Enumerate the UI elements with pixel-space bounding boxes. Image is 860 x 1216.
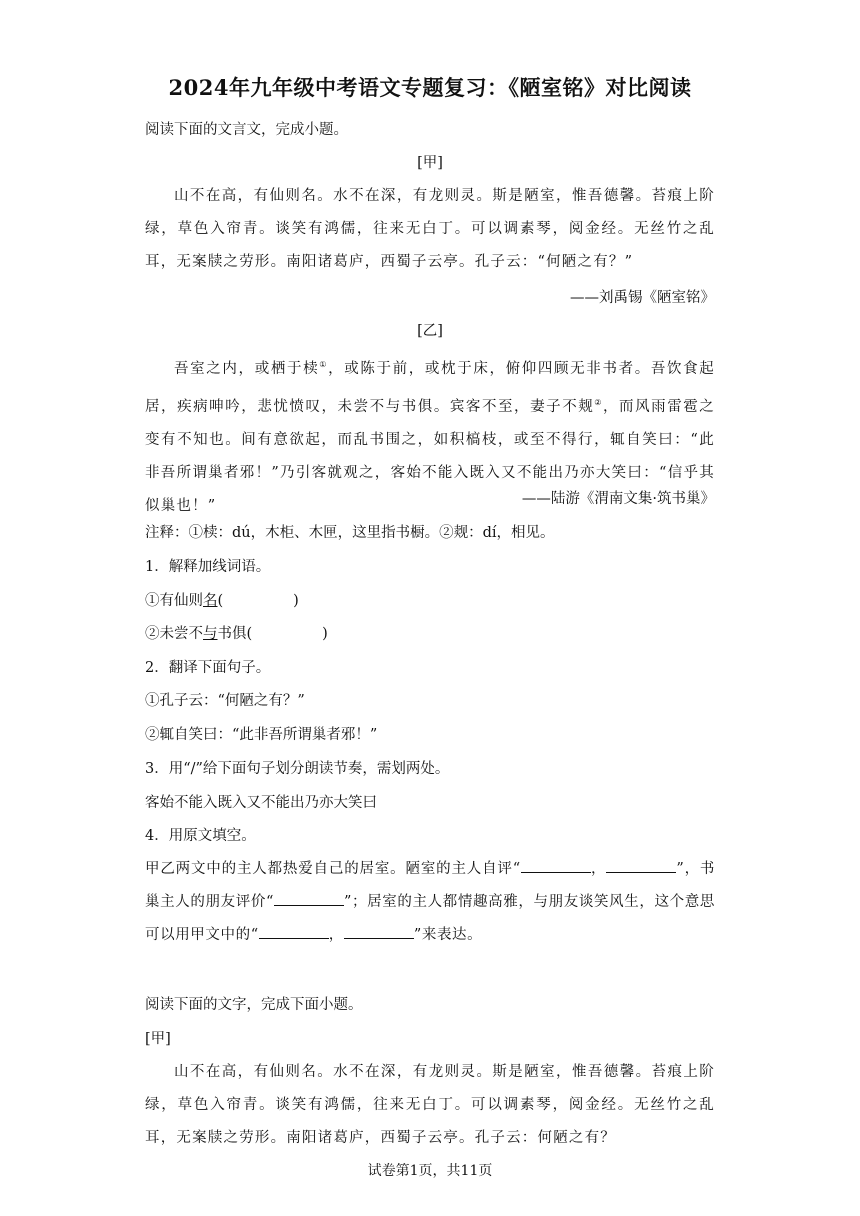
fill-blank-5[interactable]: [344, 924, 414, 939]
section1-intro: 阅读下面的文言文，完成小题。: [145, 122, 348, 138]
question-1a-text: ①有仙则: [145, 593, 203, 609]
question-2a: ①孔子云：“何陋之有？”: [145, 693, 305, 709]
passage-yi-label: [乙]: [417, 323, 443, 339]
section2-jia-text: 山不在高，有仙则名。水不在深，有龙则灵。斯是陋室，惟吾德馨。苔痕上阶绿，草色入帘青。谈笑有鸿儒，往来无白丁。可以调素琴，阅金经。无丝竹之乱耳，无案牍之劳形。南阳诸葛庐，西蜀子云亭。孔子云：何陋之有？: [145, 1064, 715, 1146]
question-4: 4．用原文填空。: [145, 828, 256, 844]
fill-blank-2[interactable]: [606, 858, 676, 873]
passage-yi-source: ——陆游《渭南文集·筑书巢》: [521, 491, 715, 507]
question-1b: [145, 624, 328, 644]
passage-yi-part1: 吾室之内，或栖于椟: [174, 360, 320, 377]
paren-open: (: [217, 593, 224, 609]
question-1: 1．解释加线词语。: [145, 559, 271, 575]
passage-yi-part3: ，而风雨雷雹之变有不知也。间有意欲起，而乱书围之，如积槁枝，或至不得行，辄自笑曰：“此非吾所谓巢者邪！”乃引客就观之，客始不能入既入又不能出乃亦大笑曰：“信乎其似巢也！”: [145, 398, 715, 514]
annotations: 注释：①椟：dú，木柜、木匣，这里指书橱。②觌：dí，相见。: [145, 525, 555, 541]
question-2: 2．翻译下面句子。: [145, 660, 271, 676]
fill-blank-4[interactable]: [259, 924, 329, 939]
comma: ，: [590, 861, 607, 877]
underlined-word-ming: 名: [203, 593, 218, 609]
question-4-part2: ”，书巢主人的朋友评价“: [145, 861, 715, 910]
passage-yi-part2: ，或陈于前，或枕于床，俯仰四顾无非书者。吾饮食起居，疾病呻吟，悲忧愤叹，未尝不与书俱。宾客不至，妻子不觌: [145, 360, 715, 415]
section2-jia-label: [甲]: [145, 1031, 171, 1047]
underlined-word-yu: 与: [203, 626, 218, 642]
page-title: 2024年九年级中考语文专题复习：《陋室铭》对比阅读: [168, 75, 692, 100]
passage-jia-source: ——刘禹锡《陋室铭》: [570, 290, 715, 306]
question-4-part4: ”来表达。: [413, 927, 483, 943]
fill-blank-3[interactable]: [274, 891, 344, 906]
question-1b-text: ②未尝不: [145, 626, 203, 642]
passage-jia-label: [甲]: [417, 155, 443, 171]
paren-close: ): [293, 593, 299, 609]
comma: ，: [328, 927, 344, 943]
question-4-part1: 甲乙两文中的主人都热爱自己的居室。陋室的主人自评“: [145, 861, 521, 877]
passage-jia-text: 山不在高，有仙则名。水不在深，有龙则灵。斯是陋室，惟吾德馨。苔痕上阶绿，草色入帘青。谈笑有鸿儒，往来无白丁。可以调素琴，阅金经。无丝竹之乱耳，无案牍之劳形。南阳诸葛庐，西蜀子云亭。孔子云：“何陋之有？”: [145, 188, 715, 270]
question-4-text: [145, 853, 715, 952]
paren-open: (: [246, 626, 253, 642]
question-1b-text-post: 书俱: [217, 626, 247, 642]
footnote-marker-2: ②: [594, 397, 604, 407]
footnote-marker-1: ①: [319, 360, 329, 369]
question-2b: ②辄自笑曰：“此非吾所谓巢者邪！”: [145, 727, 378, 743]
paren-close: ): [322, 626, 328, 642]
page-footer: 试卷第1页，共11页: [367, 1163, 493, 1179]
question-3: 3．用“/”给下面句子划分朗读节奏，需划两处。: [145, 761, 450, 777]
fill-blank-1[interactable]: [521, 858, 591, 873]
section2-intro: 阅读下面的文字，完成下面小题。: [145, 997, 363, 1013]
question-1a: [145, 591, 299, 611]
question-4-part3: ”；居室的主人都情趣高雅，与朋友谈笑风生，这个意思可以用甲文中的“: [145, 894, 715, 943]
question-3-sentence: 客始不能入既入又不能出乃亦大笑曰: [145, 795, 377, 811]
